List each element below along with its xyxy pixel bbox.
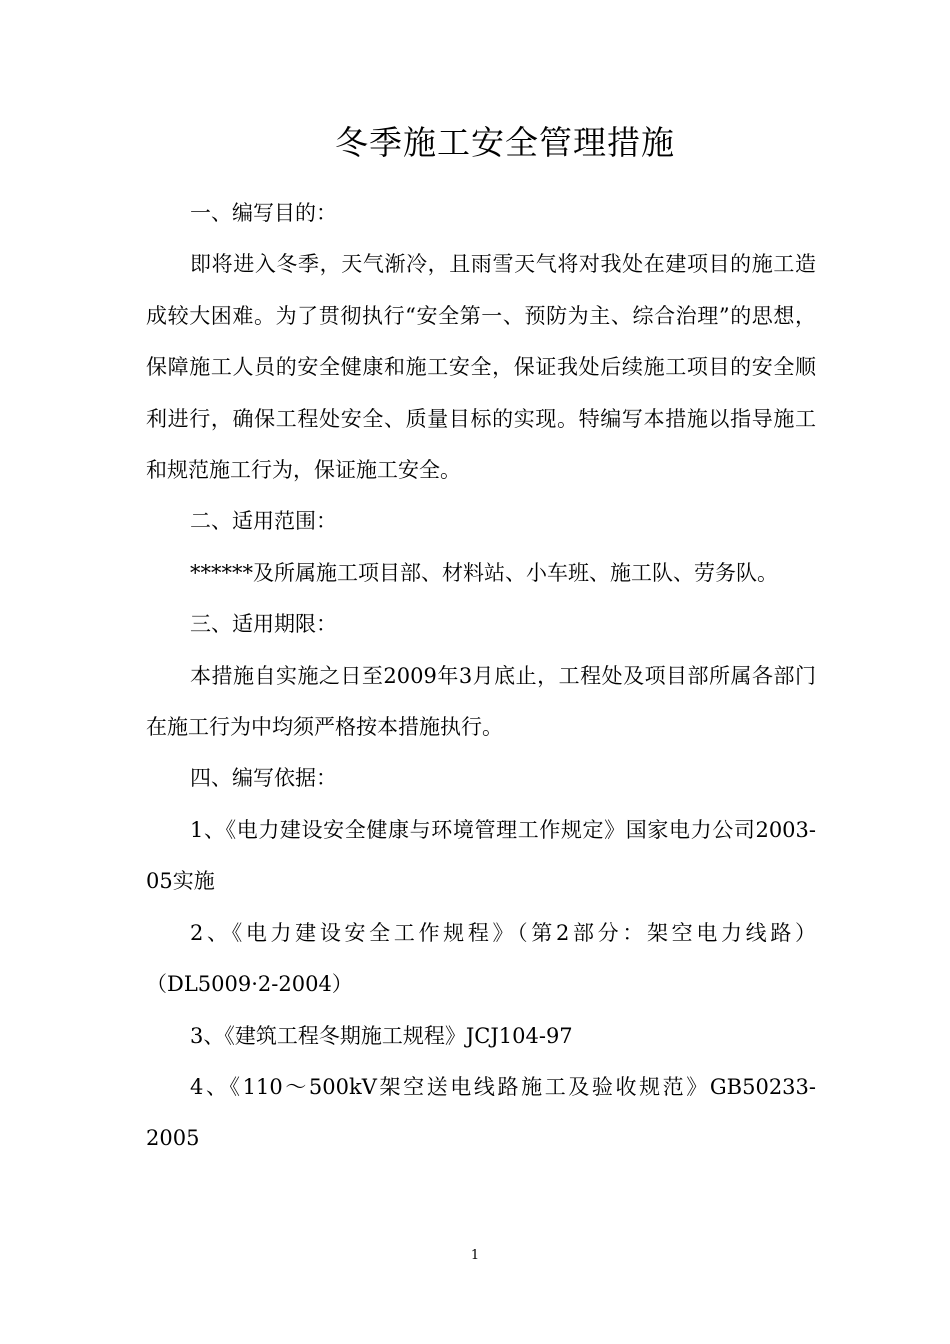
paragraph-purpose: 即将进入冬季，天气渐冷，且雨雪天气将对我处在建项目的施工造成较大困难。为了贯彻执行“安全第一、预防为主、综合治理”的思想，保障施工人员的安全健康和施工安全，保证我处后续施工项目的安全顺利进行，确保工程处安全、质量目标的实现。特编写本措施以指导施工和规范施工行为，保证施工安全。 [146,252,816,483]
heading-period: 三、适用期限： [190,612,337,637]
heading-basis: 四、编写依据： [190,766,337,791]
basis-item-1: 1、《电力建设安全健康与环境管理工作规定》国家电力公司2003-05实施 [146,817,816,894]
basis-item-4: 4、《110～500kV架空送电线路施工及验收规范》GB50233-2005 [146,1074,816,1151]
document-body [146,188,816,1165]
basis-item-3: 3、《建筑工程冬期施工规程》JCJ104-97 [190,1023,573,1048]
document-title: 冬季施工安全管理措施 [335,123,675,162]
page-number: 1 [470,1248,480,1263]
paragraph-period: 本措施自实施之日至2009年3月底止，工程处及项目部所属各部门在施工行为中均须严格按本措施执行。 [146,663,816,740]
basis-item-2: 2、《电力建设安全工作规程》（第2部分：架空电力线路）（DL5009·2-2004） [146,920,816,997]
paragraph-scope: ******及所属施工项目部、材料站、小车班、施工队、劳务队。 [190,560,778,585]
heading-purpose: 一、编写目的： [190,201,337,225]
heading-scope: 二、适用范围： [190,509,337,534]
